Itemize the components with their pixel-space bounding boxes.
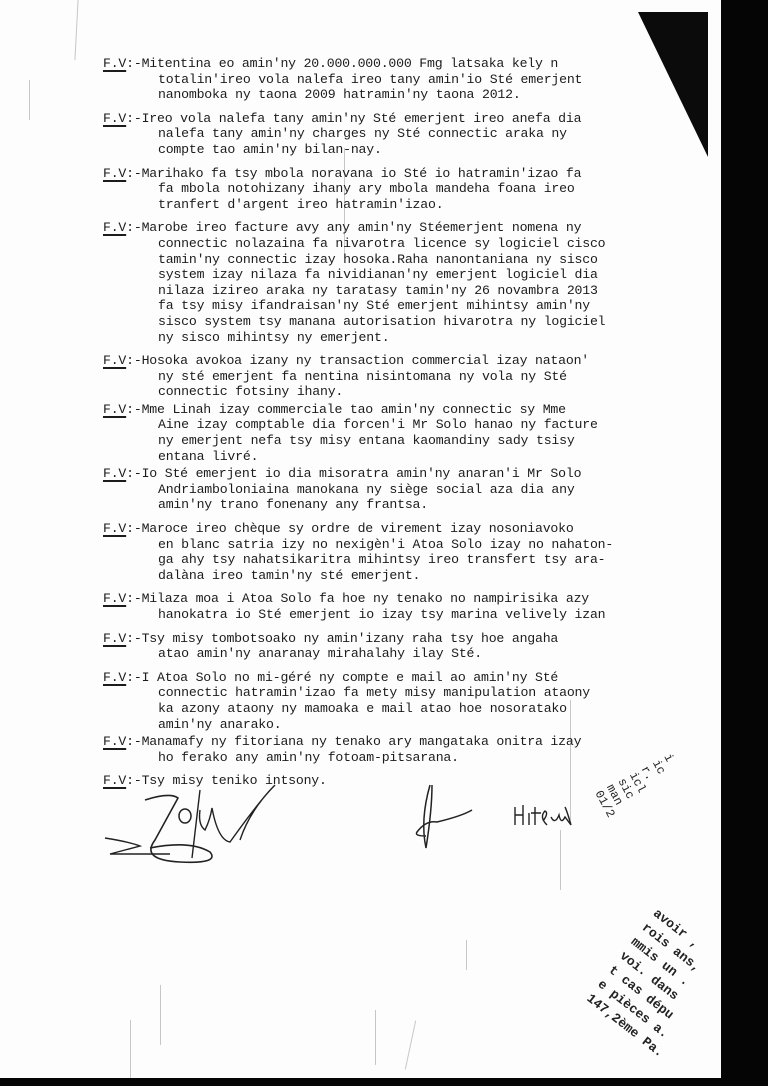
entry-line: I Atoa Solo no mi-géré ny compte e mail ao amin'ny Sté [141, 669, 559, 685]
entry-line: Marihako fa tsy mbola noravana io Sté io hatramin'izao fa [141, 165, 582, 181]
entry-separator: :- [126, 591, 142, 607]
entry-separator: :- [126, 773, 142, 789]
entry-line: Andriamboloniaina manokana ny siège social aza dia any [158, 481, 575, 497]
entry-line: ga ahy tsy nahatsikaritra mihintsy ireo transfert tsy ara- [158, 552, 606, 568]
entry-line: connectic hatramin'izao fa mety misy manipulation ataony [158, 685, 590, 701]
statement-entry [103, 111, 713, 158]
entry-line: Milaza moa i Atoa Solo fa hoe ny tenako no nampirisika azy [141, 591, 589, 607]
entry-line: compte tao amin'ny bilan-nay. [158, 141, 382, 157]
entry-line: connectic fotsiny ihany. [158, 384, 344, 400]
entry-code: F.V [103, 466, 127, 482]
entry-line: Manamafy ny fitoriana ny tenako ary mangataka onitra izay [141, 734, 582, 750]
entry-line: amin'ny trano fonenany any frantsa. [158, 497, 428, 513]
signature-middle [412, 780, 502, 860]
entry-line: fa tsy misy ifandraisan'ny Sté emerjent mihintsy amin'ny [158, 298, 590, 314]
entry-line: Io Sté emerjent io dia misoratra amin'ny anaran'i Mr Solo [141, 466, 582, 482]
entry-line: Tsy misy tombotsoako ny amin'izany raha tsy hoe angaha [141, 630, 559, 646]
entry-separator: :- [126, 466, 142, 482]
statement-entry [103, 670, 713, 732]
entry-separator: :- [126, 734, 142, 750]
entry-separator: :- [126, 56, 142, 71]
scan-artifact [466, 940, 467, 970]
entry-line: ny sisco mihintsy ny emerjent. [158, 329, 390, 345]
statement-entry [103, 466, 713, 513]
entry-separator: :- [126, 521, 142, 537]
statement-entry [103, 353, 713, 400]
entry-separator: :- [126, 353, 142, 369]
scan-artifact [160, 985, 161, 1045]
entry-line: dalàna ireo tamin'ny sté emerjent. [158, 567, 421, 583]
entry-line: totalin'ireo vola nalefa ireo tany amin'io Sté emerjent [158, 71, 583, 87]
scan-artifact [29, 80, 30, 120]
entry-line: Mitentina eo amin'ny 20.000.000.000 Fmg latsaka kely n [141, 56, 559, 71]
entry-line: amin'ny anarako. [158, 716, 282, 732]
entry-code: F.V [103, 669, 127, 685]
signature-right [505, 795, 585, 840]
entry-line: Tsy misy teniko intsony. [141, 773, 327, 789]
entry-line: atao amin'ny anaranay mirahalahy ilay Sté. [158, 646, 482, 662]
entry-code: F.V [103, 401, 127, 417]
entry-line: hanokatra io Sté emerjent io izay tsy marina velively izan [158, 607, 606, 622]
entry-line: Marobe ireo facture avy any amin'ny Stéemerjent nomena ny [141, 220, 582, 236]
entry-code: F.V [103, 630, 127, 646]
entry-code: F.V [103, 110, 127, 126]
entry-line: ka azony ataony ny mamoaka e mail atao hoe nosoratako [158, 700, 567, 716]
entry-line: nilaza izireo araka ny taratasy tamin'ny 26 novambra 2013 [158, 282, 598, 298]
entry-code: F.V [103, 165, 127, 181]
overlapping-page-fragment: avoir , rois ans, mmis un . voi. dans t cas dépu e pièces a. 147,2ème Pa. [583, 905, 704, 1061]
entry-code: F.V [103, 353, 127, 369]
entry-code: F.V [103, 56, 127, 71]
entry-separator: :- [126, 669, 142, 685]
statement-entry [103, 166, 713, 213]
entry-line: Hosoka avokoa izany ny transaction commercial izay nataon' [141, 353, 589, 369]
entry-line: connectic nolazaina fa nivarotra licence sy logiciel cisco [158, 235, 606, 251]
statement-entry [103, 521, 713, 583]
statement-entry [103, 591, 713, 622]
scan-artifact [74, 0, 78, 60]
entry-separator: :- [126, 165, 142, 181]
entry-line: entana livré. [158, 448, 259, 464]
entry-line: Mme Linah izay commerciale tao amin'ny connectic sy Mme [141, 401, 566, 417]
entry-line: Ireo vola nalefa tany amin'ny Sté emerjent ireo anefa dia [141, 110, 582, 126]
entry-code: F.V [103, 220, 127, 236]
entry-separator: :- [126, 220, 142, 236]
entry-separator: :- [126, 110, 142, 126]
overlapping-page-fragment: i ic r. icl sic man 01/2 [591, 751, 677, 821]
entry-line: Aine izay comptable dia forcen'i Mr Solo hanao ny facture [158, 417, 598, 433]
statement-entry [103, 631, 713, 662]
statement-entry [103, 220, 713, 345]
statement-entries [103, 56, 713, 797]
entry-line: ho ferako any amin'ny fotoam-pitsarana. [158, 749, 459, 765]
entry-code: F.V [103, 591, 127, 607]
signature-left [100, 780, 300, 870]
statement-entry [103, 56, 713, 103]
statement-entry [103, 734, 713, 765]
scan-artifact [405, 1020, 416, 1069]
scan-artifact [375, 1010, 376, 1065]
entry-code: F.V [103, 521, 127, 537]
entry-line: Maroce ireo chèque sy ordre de virement izay nosoniavoko [141, 521, 574, 537]
entry-line: system izay nilaza fa nividianan'ny emerjent logiciel dia [158, 267, 598, 283]
entry-code: F.V [103, 734, 127, 750]
entry-line: ny emerjent nefa tsy misy entana kaomandiny sady tsisy [158, 433, 575, 449]
entry-line: tranfert d'argent ireo hatramin'izao. [158, 196, 444, 212]
entry-line: fa mbola notohizany ihany ary mbola mandeha foana ireo [158, 181, 575, 197]
entry-line: sisco system tsy manana autorisation hivarotra ny logiciel [158, 313, 606, 329]
statement-entry [103, 402, 713, 464]
entry-line: nanomboka ny taona 2009 hatramin'ny taona 2012. [158, 87, 521, 103]
entry-line: nalefa tany amin'ny charges ny Sté connectic araka ny [158, 126, 567, 142]
entry-line: ny sté emerjent fa nentina nisintomana ny vola ny Sté [158, 368, 567, 384]
entry-code: F.V [103, 773, 127, 789]
entry-separator: :- [126, 401, 142, 417]
entry-line: en blanc satria izy no nexigèn'i Atoa Solo izay no nahaton- [158, 536, 614, 552]
entry-separator: :- [126, 630, 142, 646]
entry-line: tamin'ny connectic izay hosoka.Raha nanontaniana ny sisco [158, 251, 598, 267]
scan-artifact [130, 1020, 131, 1078]
